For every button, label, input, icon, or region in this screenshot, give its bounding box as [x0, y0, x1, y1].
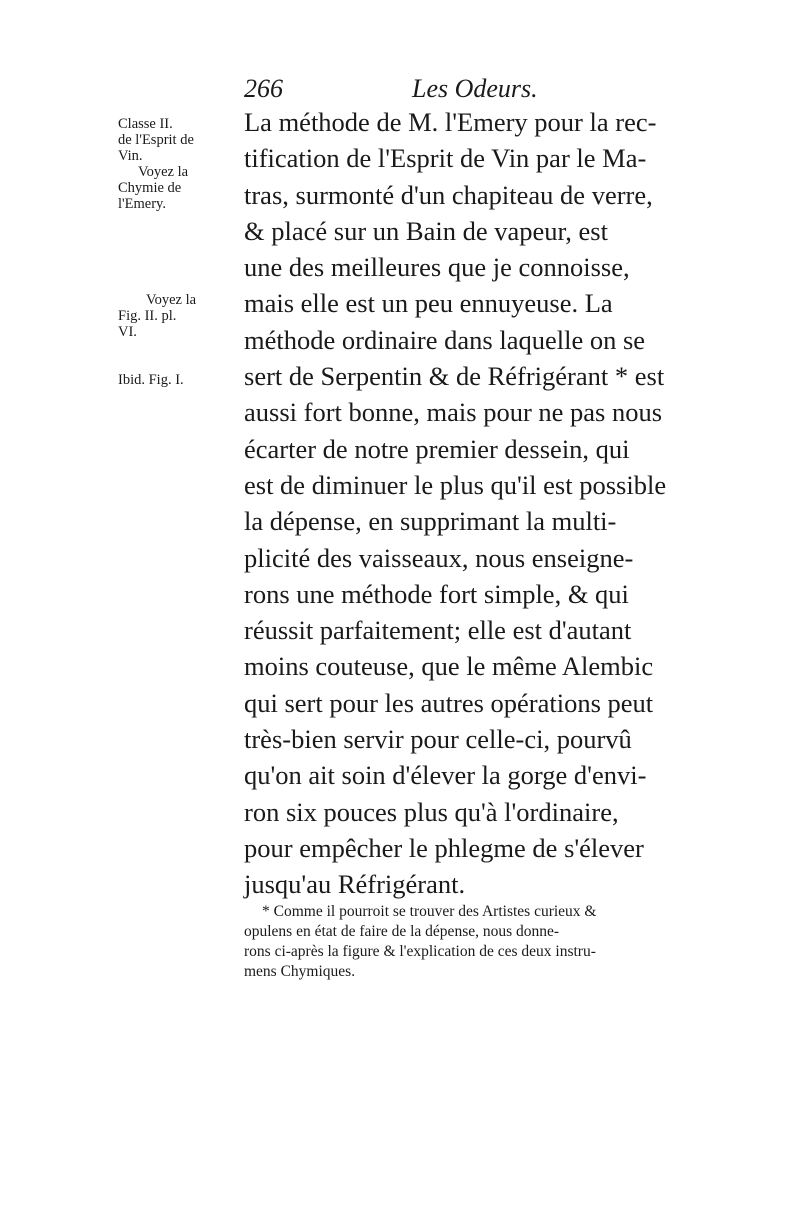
margin-note-line: Vin. — [118, 148, 143, 164]
footnote-line: rons ci-après la figure & l'explication de ces deux instru- — [244, 943, 596, 960]
margin-note-line: Ibid. Fig. I. — [118, 372, 184, 388]
margin-note-line: l'Emery. — [118, 196, 166, 212]
text-line: méthode ordinaire dans laquelle on se — [244, 324, 646, 355]
text-line: la dépense, en supprimant la multi- — [244, 506, 617, 537]
text-line: une des meilleures que je connoisse, — [244, 252, 630, 283]
text-line: qui sert pour les autres opérations peut — [244, 687, 654, 718]
margin-note-ibid — [118, 372, 238, 388]
text-line: est de diminuer le plus qu'il est possible — [244, 469, 667, 500]
margin-note-voyez-fig — [118, 292, 238, 340]
page-number: 266 — [244, 74, 283, 103]
margin-note-classe — [118, 116, 238, 212]
margin-note-line: Voyez la — [138, 164, 189, 180]
text-line: écarter de notre premier dessein, qui — [244, 433, 630, 464]
text-line: réussit parfaitement; elle est d'autant — [244, 615, 632, 646]
margin-note-line: VI. — [118, 324, 137, 340]
margin-note-line: Classe II. — [118, 116, 173, 132]
text-line: La méthode de M. l'Emery pour la rec- — [244, 107, 657, 137]
text-line: moins couteuse, que le même Alembic — [244, 651, 654, 682]
text-line: très-bien servir pour celle-ci, pourvû — [244, 724, 632, 755]
margin-note-line: Voyez la — [146, 292, 197, 308]
text-line: tification de l'Esprit de Vin par le Ma- — [244, 143, 647, 174]
text-line: aussi fort bonne, mais pour ne pas nous — [244, 397, 663, 428]
footnote-line: mens Chymiques. — [244, 963, 356, 980]
footnote — [244, 902, 684, 982]
text-line: plicité des vaisseaux, nous enseigne- — [244, 542, 634, 573]
text-line: tras, surmonté d'un chapiteau de verre, — [244, 179, 653, 210]
footnote-line: opulens en état de faire de la dépense, nous donne- — [244, 923, 560, 940]
running-title: Les Odeurs. — [412, 74, 538, 103]
text-line: qu'on ait soin d'élever la gorge d'envi- — [244, 760, 647, 791]
text-line: & placé sur un Bain de vapeur, est — [244, 215, 608, 246]
margin-note-line: Fig. II. pl. — [118, 308, 177, 324]
footnote-line: * Comme il pourroit se trouver des Artistes curieux & — [262, 903, 597, 920]
main-paragraph — [244, 104, 684, 903]
text-line: ron six pouces plus qu'à l'ordinaire, — [244, 796, 619, 827]
text-line: sert de Serpentin & de Réfrigérant * est — [244, 361, 665, 392]
text-line: rons une méthode fort simple, & qui — [244, 578, 629, 609]
text-line: pour empêcher le phlegme de s'élever — [244, 832, 644, 863]
margin-note-line: Chymie de — [118, 180, 182, 196]
text-line: jusqu'au Réfrigérant. — [244, 869, 466, 900]
text-line: mais elle est un peu ennuyeuse. La — [244, 288, 613, 319]
margin-note-line: de l'Esprit de — [118, 132, 194, 148]
